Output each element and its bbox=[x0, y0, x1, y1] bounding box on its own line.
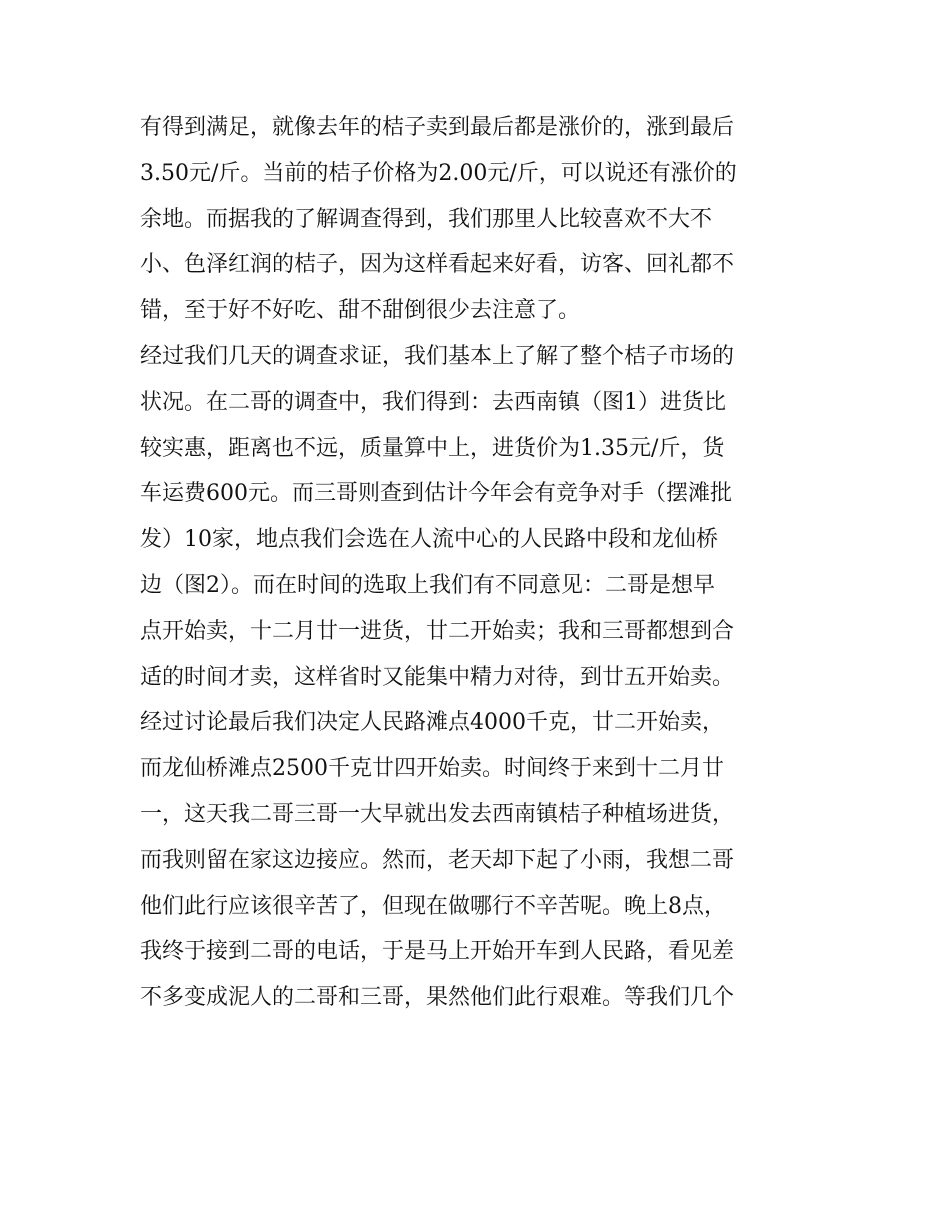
text-line: 边（图2）。而在时间的选取上我们有不同意见：二哥是想早 bbox=[140, 572, 715, 598]
text-line: 较实惠，距离也不远，质量算中上，进货价为1.35元/斤，货 bbox=[140, 435, 725, 461]
text-line: 3.50元/斤。当前的桔子价格为2.00元/斤，可以说还有涨价的 bbox=[140, 160, 737, 186]
text-line: 他们此行应该很辛苦了，但现在做哪行不辛苦呢。晚上8点， bbox=[140, 893, 726, 919]
text-line: 车运费600元。而三哥则查到估计今年会有竞争对手（摆滩批 bbox=[140, 481, 732, 507]
text-line: 适的时间才卖，这样省时又能集中精力对待，到廿五开始卖。 bbox=[140, 664, 735, 690]
text-line: 错，至于好不好吃、甜不甜倒很少去注意了。 bbox=[140, 298, 581, 324]
text-line: 我终于接到二哥的电话，于是马上开始开车到人民路，看见差 bbox=[140, 939, 735, 965]
text-line: 点开始卖，十二月廿一进货，廿二开始卖；我和三哥都想到合 bbox=[140, 618, 735, 644]
text-line: 经过讨论最后我们决定人民路滩点4000千克，廿二开始卖， bbox=[140, 710, 724, 736]
text-line: 小、色泽红润的桔子，因为这样看起来好看，访客、回礼都不 bbox=[140, 252, 735, 278]
text-line: 不多变成泥人的二哥和三哥，果然他们此行艰难。等我们几个 bbox=[140, 985, 735, 1011]
text-line: 一，这天我二哥三哥一大早就出发去西南镇桔子种植场进货， bbox=[140, 801, 735, 827]
text-line: 余地。而据我的了解调查得到，我们那里人比较喜欢不大不 bbox=[140, 206, 713, 232]
text-line: 而龙仙桥滩点2500千克廿四开始卖。时间终于来到十二月廿 bbox=[140, 756, 724, 782]
text-line: 经过我们几天的调查求证，我们基本上了解了整个桔子市场的 bbox=[140, 343, 735, 369]
text-line: 状况。在二哥的调查中，我们得到：去西南镇（图1）进货比 bbox=[140, 389, 726, 415]
text-line: 有得到满足，就像去年的桔子卖到最后都是涨价的，涨到最后 bbox=[140, 115, 735, 140]
text-line: 发）10家，地点我们会选在人流中心的人民路中段和龙仙桥 bbox=[140, 527, 718, 553]
text-line: 而我则留在家这边接应。然而，老天却下起了小雨，我想二哥 bbox=[140, 847, 735, 873]
body-text bbox=[140, 105, 820, 1021]
